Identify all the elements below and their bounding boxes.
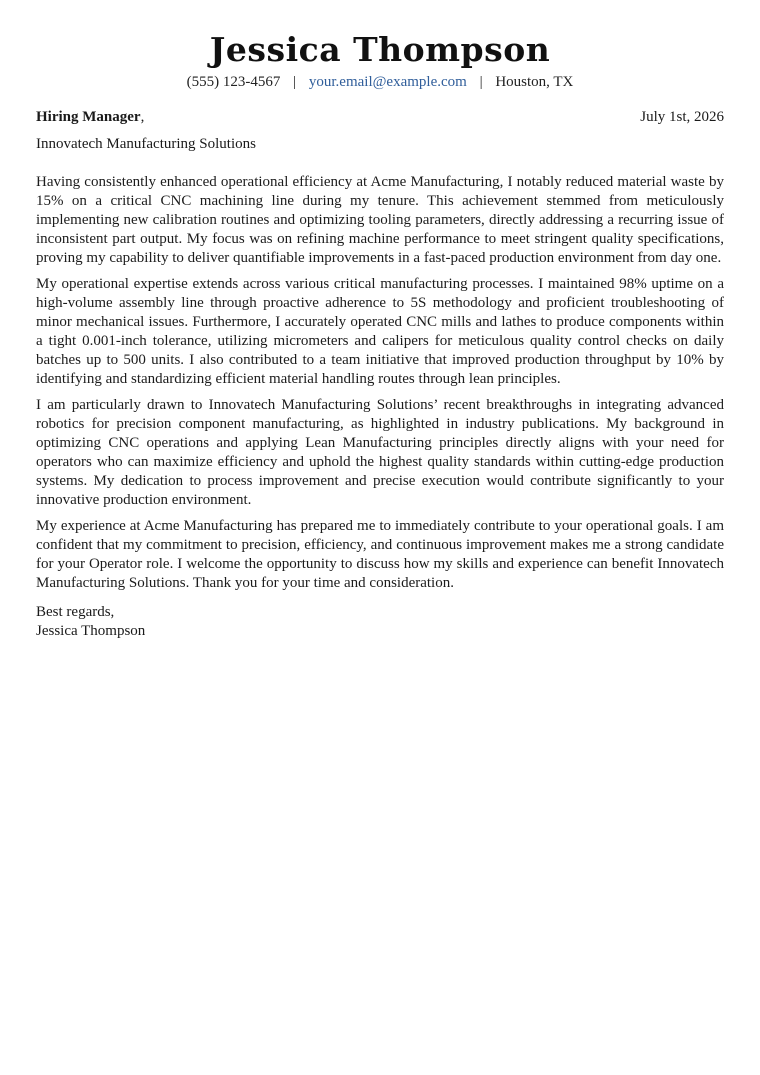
- signature-name: Jessica Thompson: [36, 623, 146, 639]
- recipient-name: Hiring Manager: [36, 109, 141, 125]
- location: Houston, TX: [495, 74, 574, 90]
- letter-body: [36, 173, 724, 593]
- body-paragraph: I am particularly drawn to Innovatech Manufacturing Solutions’ recent breakthroughs in integrating advanced robotics for precision component manufacturing, as highlighted in industry publications. My background in optimizing CNC operations and applying Lean Manufacturing principles directly aligns with your need for operators who can maximize efficiency and uphold the highest quality standards within cutting-edge production systems. My dedication to process improvement and precise execution would contribute significantly to your innovative production environment.: [36, 397, 724, 508]
- contact-separator: |: [293, 74, 297, 90]
- phone-number: (555) 123-4567: [186, 74, 281, 90]
- recipient-greeting: [36, 107, 144, 127]
- letter-date: July 1st, 2026: [640, 109, 724, 125]
- closing-salutation: Best regards,: [36, 604, 115, 620]
- body-paragraph: My operational expertise extends across various critical manufacturing processes. I maintained 98% uptime on a high-volume assembly line through proactive adherence to 5S methodology and proficient troubleshooting of minor mechanical issues. Furthermore, I accurately operated CNC mills and lathes to produce components within a tight 0.001-inch tolerance, utilizing micrometers and calipers for meticulous quality control checks on daily batches up to 500 units. I also contributed to a team initiative that improved production throughput by 10% by identifying and standardizing efficient material handling routes through lean principles.: [36, 276, 724, 387]
- contact-separator: |: [479, 74, 483, 90]
- letter-closing: [36, 603, 724, 641]
- recipient-date-row: [36, 107, 724, 127]
- recipient-name-suffix: ,: [140, 109, 145, 125]
- applicant-name: Jessica Thompson: [209, 30, 551, 69]
- email-link[interactable]: your.email@example.com: [308, 74, 467, 90]
- body-paragraph: Having consistently enhanced operational efficiency at Acme Manufacturing, I notably reduced material waste by 15% on a critical CNC machining line during my tenure. This achievement stemmed from meticulously implementing new calibration routines and optimizing tooling parameters, directly addressing a recurring issue of inconsistent part output. My focus was on refining machine performance to meet stringent quality specifications, proving my capability to deliver quantifiable improvements in a fast-paced production environment from day one.: [36, 174, 724, 266]
- contact-line: [36, 72, 724, 92]
- body-paragraph: My experience at Acme Manufacturing has prepared me to immediately contribute to your operational goals. I am confident that my commitment to precision, efficiency, and continuous improvement makes me a strong candidate for your Operator role. I welcome the opportunity to discuss how my skills and experience can benefit Innovatech Manufacturing Solutions. Thank you for your time and consideration.: [36, 518, 724, 591]
- recipient-company: Innovatech Manufacturing Solutions: [36, 136, 256, 152]
